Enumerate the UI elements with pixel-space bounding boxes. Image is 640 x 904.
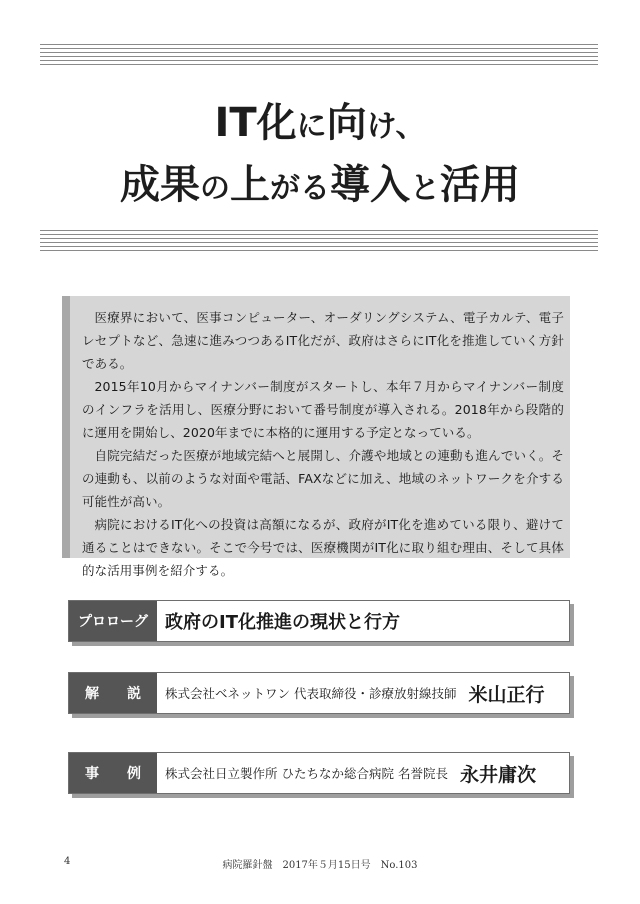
title-line2-segment: の [200, 171, 230, 206]
intro-paragraph-1: 医療界において、医事コンピューター、オーダリングシステム、電子カルテ、電子レセプトなど、急速に進みつつあるIT化だが、政府はさらにIT化を推進していく方針である。 [82, 310, 564, 371]
title-line2-segment: 活用 [440, 162, 520, 208]
case-author-name: 永井庸次 [459, 763, 536, 786]
section-prologue [68, 600, 570, 642]
title-line2-segment: がる [270, 171, 330, 206]
page-number: 4 [64, 856, 71, 867]
prologue-tag: プロローグ [69, 601, 157, 641]
intro-paragraph-4: 病院におけるIT化への投資は高額になるが、政府がIT化を進めている限り、避けて通ることはできない。そこで今号では、医療機関がIT化に取り組む理由、そして具体的な活用事例を紹介する。 [82, 517, 564, 578]
commentary-tag [69, 673, 157, 713]
prologue-heading: 政府のIT化推進の現状と行方 [165, 612, 400, 633]
title-line-2 [0, 158, 640, 220]
title-line1-segment: け、 [366, 109, 426, 144]
page-title [0, 96, 640, 220]
title-line2-segment: 成果 [120, 162, 200, 208]
title-line2-segment: 上 [230, 162, 270, 208]
commentary-tag-char-2: 説 [127, 686, 141, 702]
intro-paragraph-3: 自院完結だった医療が地域完結へと展開し、介護や地域との連動も進んでいく。その連動も、以前のような対面や電話、FAXなどに加え、地域のネットワークを介する可能性が高い。 [82, 448, 564, 509]
title-line1-segment: に [296, 109, 327, 144]
intro-box [62, 296, 570, 578]
publication-info: 病院羅針盤 2017年５月15日号 No.103 [222, 860, 418, 871]
title-line-1 [0, 96, 640, 158]
title-line1-segment: 向 [326, 100, 367, 146]
case-affiliation: 株式会社日立製作所 ひたちなか総合病院 名誉院長 [165, 766, 448, 781]
top-decorative-rules [40, 44, 598, 68]
bottom-decorative-rules [40, 230, 598, 254]
title-line2-segment: 導入 [330, 162, 410, 208]
title-line1-segment: IT化 [214, 100, 297, 146]
intro-paragraph-2: 2015年10月からマイナンバー制度がスタートし、本年７月からマイナンバー制度のインフラを活用し、医療分野において番号制度が導入される。2018年から段階的に運用を開始し、2020年までに本格的に運用する予定となっている。 [82, 379, 564, 440]
section-commentary [68, 672, 570, 714]
title-line2-segment: と [410, 171, 440, 206]
case-tag-char-1: 事 [85, 766, 99, 782]
case-tag [69, 753, 157, 793]
commentary-affiliation: 株式会社ベネットワン 代表取締役・診療放射線技師 [165, 686, 457, 701]
commentary-author-name: 米山正行 [468, 683, 545, 706]
commentary-tag-char-1: 解 [85, 686, 99, 702]
section-case [68, 752, 570, 794]
case-tag-char-2: 例 [127, 766, 141, 782]
